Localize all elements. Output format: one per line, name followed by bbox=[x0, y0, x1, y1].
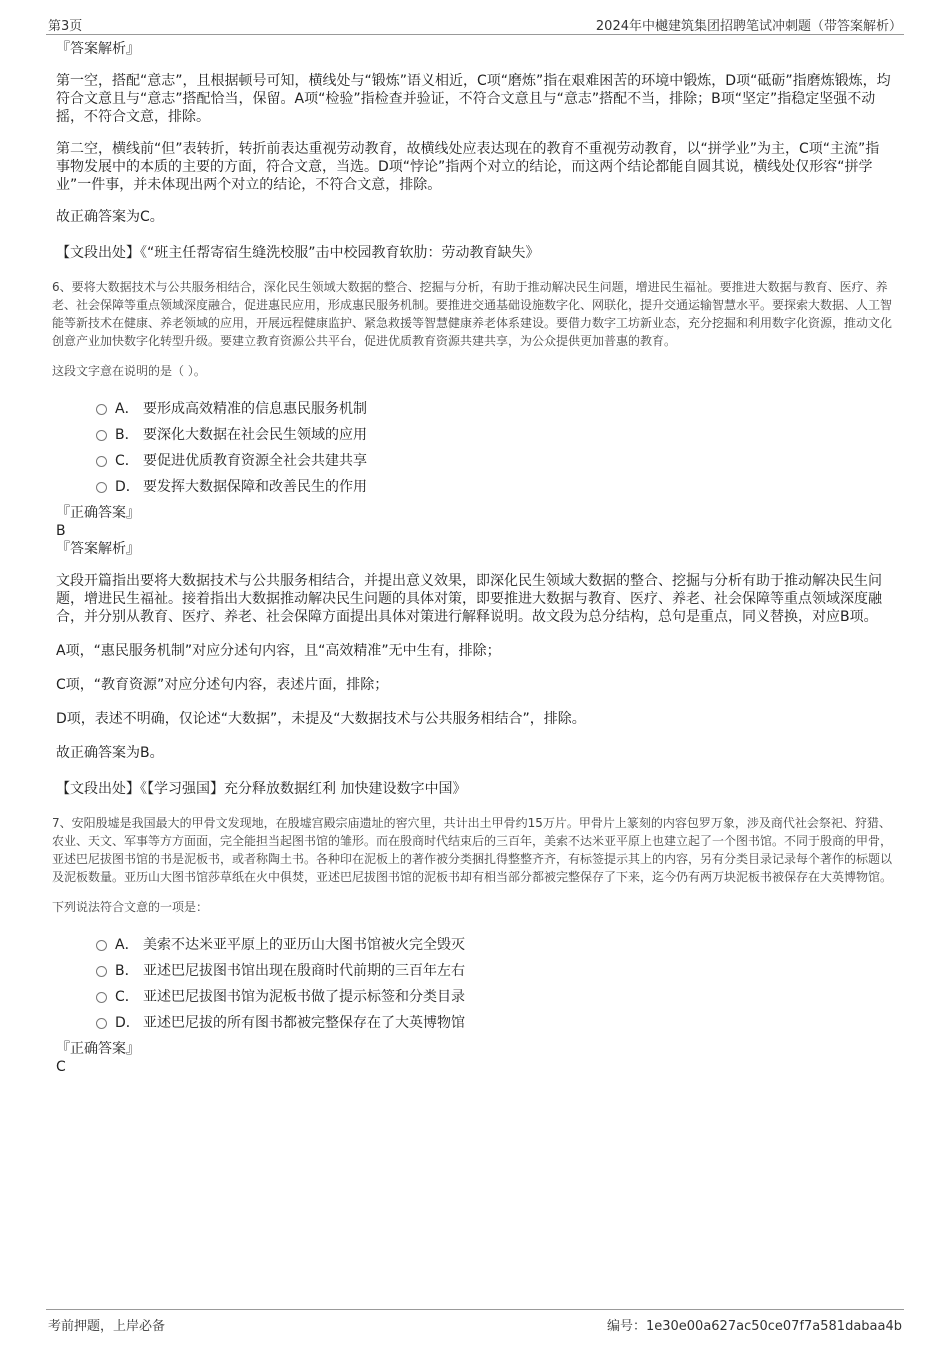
radio-button[interactable] bbox=[96, 992, 107, 1003]
q7-answer-label: 『正确答案』 bbox=[56, 1041, 140, 1057]
radio-button[interactable] bbox=[96, 1018, 107, 1029]
q6-answer-label: 『正确答案』 bbox=[56, 505, 140, 521]
q6-options bbox=[56, 396, 892, 500]
page-header bbox=[46, 14, 904, 35]
q6-option-d[interactable]: D． 要发挥大数据保障和改善民生的作用 bbox=[96, 474, 892, 500]
q5-source: 【文段出处】《“班主任帮寄宿生缝洗校服”击中校园教育软肋：劳动教育缺失》 bbox=[56, 245, 540, 261]
q6-option-b[interactable]: B． 要深化大数据在社会民生领域的应用 bbox=[96, 422, 892, 448]
footer-slogan: 考前押题，上岸必备 bbox=[48, 1319, 166, 1334]
q6-option-a[interactable]: A． 要形成高效精准的信息惠民服务机制 bbox=[96, 396, 892, 422]
q6-analysis-option-d: D项，表述不明确，仅论述“大数据”，未提及“大数据技术与公共服务相结合”，排除。 bbox=[56, 711, 586, 727]
q7-question: 下列说法符合文意的一项是： bbox=[52, 900, 209, 914]
q5-analysis-paragraph-2: 第二空，横线前“但”表转折，转折前表达重视劳动教育，故横线处应表达现在的教育不重视劳动教育，以“拼学业”为主，C项“主流”指事物发展中的本质的主要的方面，符合文意，当选。D项“悖论”指两个对立的结论，而这两个结论都能自圆其说，横线处仅形容“拼学业”一件事，并未体现出两个对立的结论，不符合文意，排除。 bbox=[56, 141, 880, 193]
radio-button[interactable] bbox=[96, 456, 107, 467]
document-serial: 编号：1e30e00a627ac50ce07f7a581dabaa4b bbox=[606, 1319, 902, 1334]
radio-button[interactable] bbox=[96, 940, 107, 951]
q7-options bbox=[56, 932, 892, 1036]
page-number: 第3页 bbox=[48, 19, 83, 34]
radio-button[interactable] bbox=[96, 430, 107, 441]
q6-answer: B bbox=[56, 523, 66, 539]
q6-analysis-paragraph-1: 文段开篇指出要将大数据技术与公共服务相结合，并提出意义效果，即深化民生领域大数据的整合、挖掘与分析有助于推动解决民生问题，增进民生福祉。接着指出大数据推动解决民生问题的具体对策，即要推进大数据与教育、医疗、养老、社会保障等重点领域深度融合，并分别从教育、医疗、养老、社会保障方面提出具体对策进行解释说明。故文段为总分结构，总句是重点，同义替换，对应B项。 bbox=[56, 573, 882, 625]
q7-option-a[interactable]: A． 美索不达米亚平原上的亚历山大图书馆被火完全毁灭 bbox=[96, 932, 892, 958]
q7-option-b[interactable]: B． 亚述巴尼拔图书馆出现在殷商时代前期的三百年左右 bbox=[96, 958, 892, 984]
q6-conclusion: 故正确答案为B。 bbox=[56, 745, 164, 761]
page-content bbox=[52, 40, 893, 1076]
q6-source: 【文段出处】《【学习强国】充分释放数据红利 加快建设数字中国》 bbox=[56, 781, 467, 797]
radio-button[interactable] bbox=[96, 966, 107, 977]
radio-button[interactable] bbox=[96, 404, 107, 415]
q6-question: 这段文字意在说明的是（ ）。 bbox=[52, 364, 206, 378]
q5-conclusion: 故正确答案为C。 bbox=[56, 209, 164, 225]
q7-stem: 7、安阳殷墟是我国最大的甲骨文发现地，在殷墟宫殿宗庙遗址的窖穴里，共计出土甲骨约15万片。甲骨片上篆刻的内容包罗万象，涉及商代社会祭祀、狩猎、农业、天文、军事等方方面面，完全能担当起图书馆的雏形。而在殷商时代结束后的三百年，美索不达米亚平原上也建立起了一个图书馆。不同于殷商的甲骨，亚述巴尼拔图书馆的书是泥板书，或者称陶土书。各种印在泥板上的著作被分类捆扎得整整齐齐，有标签提示其上的内容，另有分类目录记录每个著作的标题以及泥板数量。亚历山大图书馆莎草纸在火中俱焚，亚述巴尼拔图书馆的泥板书却有相当部分都被完整保存了下来，迄今仍有两万块泥板书被保存在大英博物馆。 bbox=[52, 816, 893, 884]
q5-analysis-paragraph-1: 第一空，搭配“意志”，且根据顿号可知，横线处与“锻炼”语义相近，C项“磨炼”指在艰难困苦的环境中锻炼，D项“砥砺”指磨炼锻炼，均符合文意且与“意志”搭配恰当，保留。A项“检验”指检查并验证，不符合文意且与“意志”搭配不当，排除；B项“坚定”指稳定坚强不动摇，不符合文意，排除。 bbox=[56, 73, 891, 125]
q6-analysis-option-a: A项，“惠民服务机制”对应分述句内容，且“高效精准”无中生有，排除； bbox=[56, 643, 501, 659]
q5-analysis-label: 『答案解析』 bbox=[56, 41, 140, 57]
q6-analysis-label: 『答案解析』 bbox=[56, 541, 140, 557]
radio-button[interactable] bbox=[96, 482, 107, 493]
q7-answer: C bbox=[56, 1059, 66, 1075]
q7-option-d[interactable]: D． 亚述巴尼拔的所有图书都被完整保存在了大英博物馆 bbox=[96, 1010, 892, 1036]
q6-option-c[interactable]: C． 要促进优质教育资源全社会共建共享 bbox=[96, 448, 892, 474]
q7-option-c[interactable]: C． 亚述巴尼拔图书馆为泥板书做了提示标签和分类目录 bbox=[96, 984, 892, 1010]
page-footer bbox=[46, 1309, 904, 1334]
q6-stem: 6、要将大数据技术与公共服务相结合，深化民生领域大数据的整合、挖掘与分析，有助于推动解决民生问题，增进民生福祉。要推进大数据与教育、医疗、养老、社会保障等重点领域深度融合，促进惠民应用，形成惠民服务机制。要推进交通基础设施数字化、网联化，提升交通运输智慧水平。要探索大数据、人工智能等新技术在健康、养老领域的应用，开展远程健康监护、紧急救援等智慧健康养老体系建设。要借力数字工坊新业态，充分挖掘和利用数字化资源，推动文化创意产业加快数字化转型升级。要建立教育资源公共平台，促进优质教育资源共建共享，为公众提供更加普惠的教育。 bbox=[52, 280, 893, 348]
q6-analysis-option-c: C项，“教育资源”对应分述句内容，表述片面，排除； bbox=[56, 677, 389, 693]
document-title: 2024年中樾建筑集团招聘笔试冲刺题（带答案解析） bbox=[595, 19, 902, 34]
